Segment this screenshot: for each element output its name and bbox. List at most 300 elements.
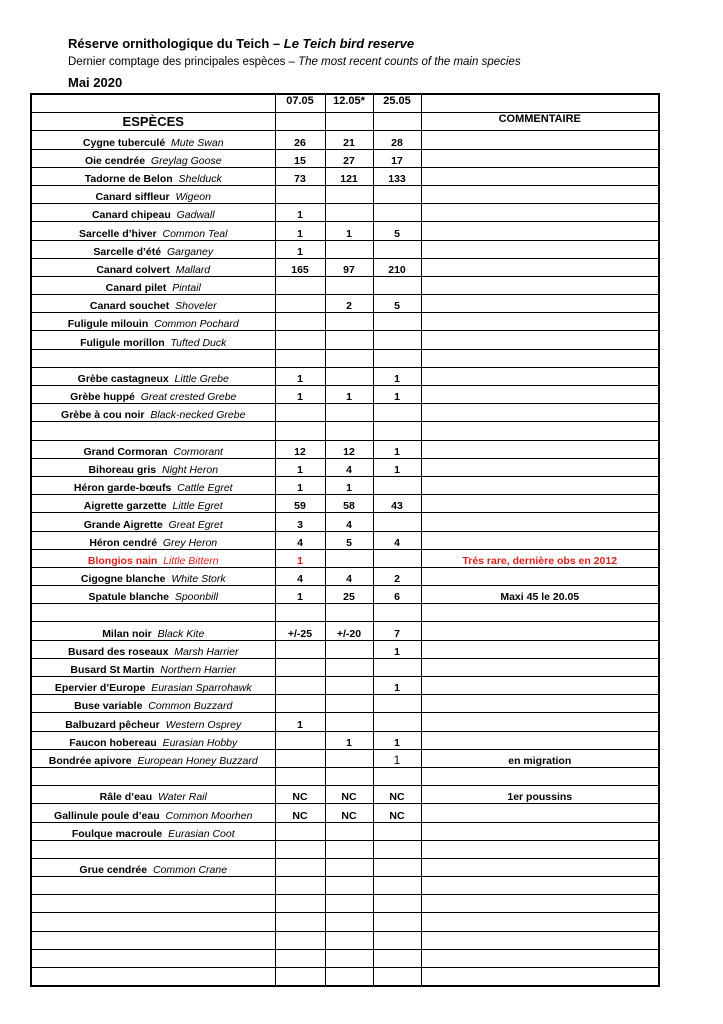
count-cell-1 [275, 313, 325, 331]
count-cell-3 [373, 404, 421, 422]
comment-cell: Maxi 45 le 20.05 [421, 586, 659, 604]
count-cell-2: 12 [325, 440, 373, 458]
table-row [31, 386, 659, 404]
species-name-fr: Canard souchet [89, 300, 170, 313]
comment-cell [421, 367, 659, 385]
empty-cell [325, 113, 373, 131]
count-cell-1 [275, 422, 325, 440]
table-row [31, 913, 659, 931]
species-name-fr: Canard colvert [96, 263, 170, 276]
species-name-cell [31, 840, 275, 858]
species-name-cell [31, 877, 275, 895]
empty-cell [275, 113, 325, 131]
species-name-cell [31, 931, 275, 949]
date-header-3: 25.05 [373, 94, 421, 113]
count-cell-1: 165 [275, 258, 325, 276]
species-name-fr: Grèbe castagneux [77, 373, 169, 385]
species-name-fr: Milan noir [102, 627, 152, 640]
comment-cell [421, 567, 659, 585]
table-row [31, 713, 659, 731]
species-name-fr: Cygne tuberculé [82, 136, 166, 149]
species-name-cell [31, 586, 275, 604]
comment-cell [421, 767, 659, 785]
count-cell-3: 1 [373, 640, 421, 658]
count-cell-2: 1 [325, 222, 373, 240]
table-row [31, 767, 659, 785]
count-cell-3: 7 [373, 622, 421, 640]
species-name-en: Eurasian Hobby [162, 736, 238, 749]
species-name-en: Mallard [175, 263, 211, 276]
comment-cell [421, 913, 659, 931]
comment-cell [421, 713, 659, 731]
count-cell-1 [275, 677, 325, 695]
species-name-cell [31, 640, 275, 658]
species-name-fr: Grande Aigrette [83, 518, 163, 531]
table-row [31, 167, 659, 185]
species-name-fr: Canard siffleur [95, 191, 170, 204]
species-name-fr: Sarcelle d’hiver [79, 227, 157, 240]
species-name-cell [31, 531, 275, 549]
count-cell-1 [275, 404, 325, 422]
species-name-fr: Sarcelle d’été [93, 245, 162, 258]
species-count-table [30, 93, 660, 987]
comment-cell [421, 640, 659, 658]
count-cell-2: 1 [325, 476, 373, 494]
table-row [31, 404, 659, 422]
comment-cell [421, 222, 659, 240]
species-name-fr: Cigogne blanche [80, 573, 166, 586]
species-name-en: Common Teal [162, 227, 228, 240]
table-row [31, 131, 659, 149]
species-name-fr: Tadorne de Belon [84, 172, 173, 185]
comment-cell [421, 931, 659, 949]
count-cell-2: 2 [325, 295, 373, 313]
species-name-cell [31, 567, 275, 585]
count-cell-1 [275, 731, 325, 749]
species-name-en: Common Moorhen [165, 809, 253, 822]
comment-cell [421, 840, 659, 858]
count-cell-3 [373, 422, 421, 440]
table-row [31, 349, 659, 367]
page-subtitle [68, 56, 521, 68]
count-cell-2 [325, 185, 373, 203]
count-cell-1: NC [275, 786, 325, 804]
species-name-fr: Aigrette garzette [83, 500, 167, 513]
species-name-en: Cormorant [173, 445, 223, 458]
count-cell-2 [325, 749, 373, 767]
species-name-en: Black Kite [157, 627, 205, 640]
species-name-cell [31, 331, 275, 349]
species-name-cell [31, 622, 275, 640]
species-name-cell [31, 313, 275, 331]
count-cell-3: 5 [373, 222, 421, 240]
comment-cell [421, 440, 659, 458]
count-cell-1: 1 [275, 713, 325, 731]
table-row [31, 677, 659, 695]
count-cell-3: 28 [373, 131, 421, 149]
count-cell-2: 27 [325, 149, 373, 167]
subtitle-en: The most recent counts of the main species [298, 56, 521, 68]
count-cell-2 [325, 968, 373, 987]
species-name-cell [31, 695, 275, 713]
count-cell-3: 1 [373, 731, 421, 749]
count-cell-1 [275, 913, 325, 931]
count-cell-3 [373, 604, 421, 622]
count-cell-2 [325, 895, 373, 913]
count-cell-3: 1 [373, 749, 421, 767]
count-cell-2 [325, 858, 373, 876]
table-row [31, 640, 659, 658]
comment-cell [421, 622, 659, 640]
table-row [31, 458, 659, 476]
count-cell-2: +/-20 [325, 622, 373, 640]
count-cell-1 [275, 640, 325, 658]
count-cell-3 [373, 240, 421, 258]
count-cell-1: 4 [275, 567, 325, 585]
species-name-fr: Busard des roseaux [68, 645, 169, 658]
species-name-cell [31, 240, 275, 258]
count-cell-3: 210 [373, 258, 421, 276]
species-name-fr: Râle d’eau [99, 791, 153, 804]
table-row [31, 549, 659, 567]
count-cell-3: 5 [373, 295, 421, 313]
species-name-cell [31, 349, 275, 367]
table-row [31, 786, 659, 804]
table-row [31, 185, 659, 203]
species-name-en: White Stork [171, 573, 226, 586]
table-row [31, 877, 659, 895]
table-row [31, 531, 659, 549]
comment-cell [421, 258, 659, 276]
species-table-body [31, 94, 659, 986]
comment-cell [421, 240, 659, 258]
count-cell-3 [373, 949, 421, 967]
species-name-en: Common Pochard [154, 318, 239, 331]
count-cell-2 [325, 367, 373, 385]
species-name-fr: Foulque macroule [71, 827, 163, 840]
count-cell-1: 1 [275, 549, 325, 567]
species-name-cell [31, 404, 275, 422]
species-name-fr: Bihoreau gris [88, 463, 157, 476]
table-row [31, 695, 659, 713]
date-header-row [31, 94, 659, 113]
species-name-cell [31, 804, 275, 822]
count-cell-2 [325, 840, 373, 858]
count-cell-3 [373, 476, 421, 494]
count-cell-3 [373, 549, 421, 567]
count-cell-2 [325, 640, 373, 658]
count-cell-2 [325, 949, 373, 967]
count-cell-1: 1 [275, 458, 325, 476]
species-name-en: Eurasian Coot [168, 827, 235, 840]
count-cell-1 [275, 276, 325, 294]
table-row [31, 295, 659, 313]
species-name-en: Spoonbill [174, 591, 219, 604]
species-name-en: Pintail [172, 282, 201, 295]
species-name-en: Common Crane [152, 864, 228, 877]
count-cell-1 [275, 349, 325, 367]
count-cell-1 [275, 822, 325, 840]
species-name-en: Western Osprey [165, 718, 242, 731]
count-cell-3: NC [373, 804, 421, 822]
table-row [31, 240, 659, 258]
species-name-cell [31, 713, 275, 731]
table-row [31, 804, 659, 822]
species-name-en: Mute Swan [171, 136, 224, 149]
table-row [31, 822, 659, 840]
comment-cell [421, 895, 659, 913]
comment-cell: 1er poussins [421, 786, 659, 804]
comment-cell [421, 731, 659, 749]
comment-cell [421, 695, 659, 713]
count-cell-2 [325, 931, 373, 949]
table-row [31, 604, 659, 622]
species-name-fr: Canard chipeau [91, 209, 171, 222]
count-cell-3 [373, 331, 421, 349]
count-cell-3: 1 [373, 677, 421, 695]
count-cell-2 [325, 276, 373, 294]
table-row [31, 149, 659, 167]
count-cell-2 [325, 204, 373, 222]
count-cell-2: 25 [325, 586, 373, 604]
species-name-cell [31, 386, 275, 404]
species-name-cell [31, 513, 275, 531]
count-cell-1 [275, 331, 325, 349]
species-name-cell [31, 495, 275, 513]
species-name-cell [31, 895, 275, 913]
species-name-fr: Gallinule poule d’eau [54, 809, 160, 822]
species-name-cell [31, 731, 275, 749]
title-fr: Réserve ornithologique du Teich – [68, 36, 284, 51]
count-cell-2: 97 [325, 258, 373, 276]
table-row [31, 276, 659, 294]
species-name-cell [31, 677, 275, 695]
count-cell-2 [325, 658, 373, 676]
count-cell-1: 3 [275, 513, 325, 531]
count-cell-1 [275, 749, 325, 767]
comment-cell [421, 495, 659, 513]
comment-cell [421, 404, 659, 422]
count-cell-3 [373, 276, 421, 294]
count-cell-1: 1 [275, 204, 325, 222]
species-column-header: ESPÈCES [31, 113, 275, 131]
species-name-fr: Grèbe à cou noir [61, 409, 145, 422]
comment-cell [421, 131, 659, 149]
count-cell-2 [325, 913, 373, 931]
count-cell-2: 4 [325, 458, 373, 476]
species-name-en: European Honey Buzzard [137, 754, 258, 767]
count-cell-3 [373, 349, 421, 367]
count-cell-1: 73 [275, 167, 325, 185]
table-row [31, 476, 659, 494]
table-row [31, 204, 659, 222]
table-row [31, 949, 659, 967]
count-cell-3: 1 [373, 440, 421, 458]
subtitle-fr: Dernier comptage des principales espèces – [68, 56, 299, 68]
species-name-fr: Faucon hobereau [69, 736, 157, 749]
count-cell-2: 58 [325, 495, 373, 513]
species-name-cell [31, 258, 275, 276]
count-cell-1: 1 [275, 386, 325, 404]
count-cell-3 [373, 913, 421, 931]
table-row [31, 331, 659, 349]
comment-cell [421, 313, 659, 331]
species-name-en: Black-necked Grebe [150, 409, 246, 422]
count-cell-3 [373, 185, 421, 203]
species-name-cell [31, 167, 275, 185]
species-name-cell [31, 204, 275, 222]
species-name-fr: Fuligule milouin [67, 318, 149, 331]
species-name-fr: Spatule blanche [88, 591, 169, 604]
species-name-fr: Héron cendré [89, 536, 158, 549]
species-name-cell [31, 458, 275, 476]
count-cell-2: 21 [325, 131, 373, 149]
species-name-en: Eurasian Sparrohawk [151, 682, 252, 695]
count-cell-2 [325, 240, 373, 258]
comment-cell [421, 167, 659, 185]
species-name-cell [31, 276, 275, 294]
comment-column-header: COMMENTAIRE [421, 113, 659, 131]
count-cell-1 [275, 295, 325, 313]
count-cell-2 [325, 313, 373, 331]
comment-cell [421, 822, 659, 840]
table-row [31, 495, 659, 513]
count-cell-3 [373, 204, 421, 222]
comment-cell [421, 604, 659, 622]
comment-cell [421, 149, 659, 167]
comment-cell [421, 276, 659, 294]
count-cell-3 [373, 513, 421, 531]
species-name-en: Shelduck [178, 172, 222, 185]
species-name-cell [31, 367, 275, 385]
species-name-fr: Grand Cormoran [83, 445, 168, 458]
count-cell-3: 2 [373, 567, 421, 585]
species-name-cell [31, 913, 275, 931]
table-row [31, 222, 659, 240]
comment-cell [421, 458, 659, 476]
table-row [31, 731, 659, 749]
species-name-en: Great crested Grebe [140, 391, 237, 404]
count-cell-2 [325, 422, 373, 440]
species-name-fr: Fuligule morillon [80, 336, 165, 349]
count-cell-1: 12 [275, 440, 325, 458]
comment-cell: Trés rare, dernière obs en 2012 [421, 549, 659, 567]
count-cell-2: NC [325, 804, 373, 822]
species-name-en: Tufted Duck [170, 336, 227, 349]
count-cell-1: 26 [275, 131, 325, 149]
species-name-fr: Héron garde-bœufs [73, 482, 172, 495]
count-cell-1: 1 [275, 222, 325, 240]
count-cell-2: 5 [325, 531, 373, 549]
species-name-cell [31, 549, 275, 567]
species-name-en: Wigeon [175, 191, 211, 204]
species-name-en: Shoveler [175, 300, 217, 313]
table-row [31, 586, 659, 604]
comment-cell [421, 476, 659, 494]
table-row [31, 968, 659, 987]
species-name-cell [31, 822, 275, 840]
count-cell-2: NC [325, 786, 373, 804]
header-blank-cell [31, 94, 275, 113]
species-name-fr: Grue cendrée [79, 864, 148, 877]
comment-cell [421, 658, 659, 676]
count-cell-3 [373, 840, 421, 858]
title-en: Le Teich bird reserve [283, 36, 415, 51]
count-cell-2 [325, 349, 373, 367]
species-name-cell [31, 440, 275, 458]
count-cell-3 [373, 695, 421, 713]
count-cell-2: 4 [325, 567, 373, 585]
count-cell-1 [275, 658, 325, 676]
species-name-cell [31, 658, 275, 676]
comment-cell [421, 877, 659, 895]
count-cell-1: NC [275, 804, 325, 822]
table-row [31, 513, 659, 531]
count-cell-3 [373, 968, 421, 987]
species-name-en: Common Buzzard [148, 700, 233, 713]
count-cell-3: 1 [373, 458, 421, 476]
species-name-cell [31, 422, 275, 440]
comment-cell [421, 185, 659, 203]
species-name-en: Great Egret [168, 518, 223, 531]
species-name-cell [31, 185, 275, 203]
table-row [31, 858, 659, 876]
count-cell-1 [275, 185, 325, 203]
table-row [31, 895, 659, 913]
species-name-cell [31, 749, 275, 767]
count-cell-1: 1 [275, 367, 325, 385]
species-name-cell [31, 786, 275, 804]
comment-cell [421, 949, 659, 967]
count-cell-1 [275, 604, 325, 622]
count-cell-2: 1 [325, 731, 373, 749]
species-name-cell [31, 767, 275, 785]
count-cell-1: 1 [275, 240, 325, 258]
count-cell-3 [373, 858, 421, 876]
table-row [31, 567, 659, 585]
comment-cell [421, 858, 659, 876]
species-name-cell [31, 149, 275, 167]
page-title [68, 36, 414, 51]
empty-cell [373, 113, 421, 131]
date-header-1: 07.05 [275, 94, 325, 113]
count-cell-1: 4 [275, 531, 325, 549]
count-cell-2: 4 [325, 513, 373, 531]
comment-cell [421, 513, 659, 531]
count-cell-3: 133 [373, 167, 421, 185]
comment-cell [421, 968, 659, 987]
table-row [31, 440, 659, 458]
table-row [31, 931, 659, 949]
species-name-cell [31, 604, 275, 622]
species-name-en: Grey Heron [162, 536, 218, 549]
species-name-en: Gadwall [176, 209, 215, 222]
count-cell-1 [275, 877, 325, 895]
count-cell-1 [275, 949, 325, 967]
species-name-fr: Epervier d’Europe [54, 682, 146, 695]
count-cell-2 [325, 767, 373, 785]
count-cell-3 [373, 767, 421, 785]
count-cell-3 [373, 822, 421, 840]
species-name-fr: Oie cendrée [84, 154, 146, 167]
count-cell-2 [325, 695, 373, 713]
count-cell-1: 1 [275, 586, 325, 604]
species-name-cell [31, 476, 275, 494]
count-cell-1 [275, 968, 325, 987]
species-name-fr: Grèbe huppé [70, 391, 135, 404]
table-row [31, 658, 659, 676]
count-cell-3: 1 [373, 367, 421, 385]
